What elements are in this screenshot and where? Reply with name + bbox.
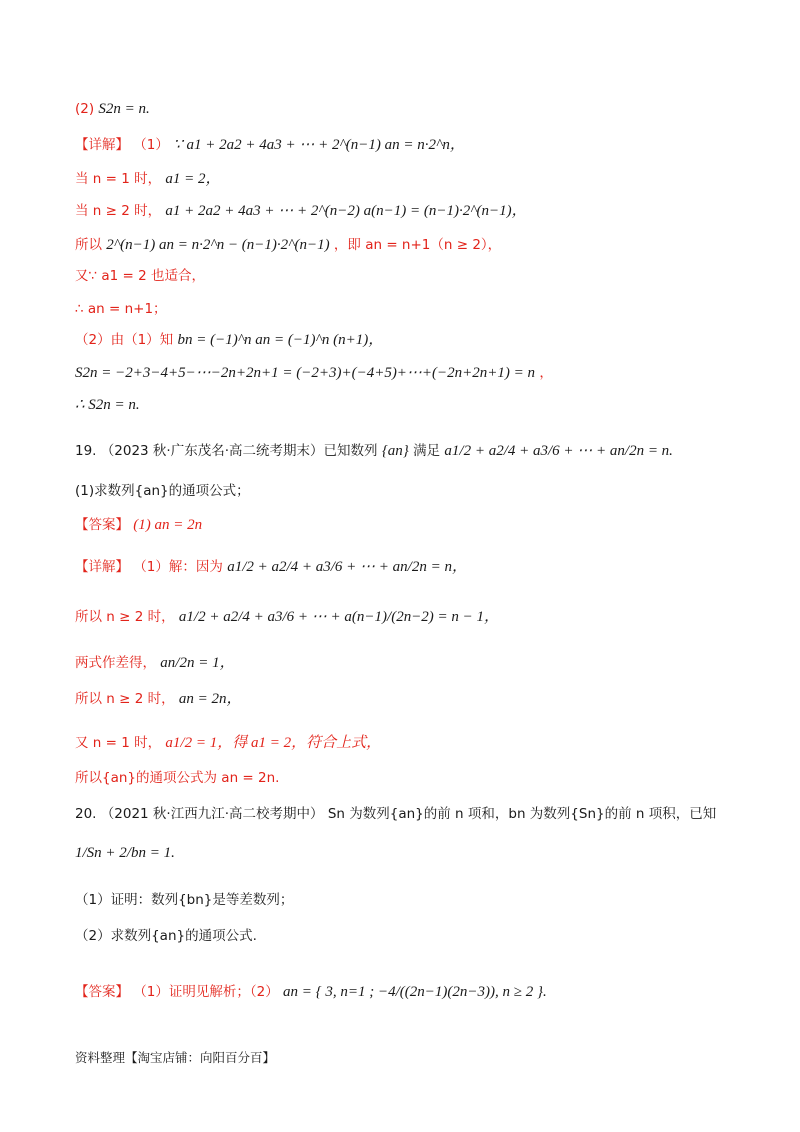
q19-answer-line (75, 518, 202, 533)
q20-stem-text: Sn 为数列{an}的前 n 项和，bn 为数列{Sn}的前 n 项积，已知 (327, 806, 717, 822)
q19-d3-formula: an/2n = 1， (160, 655, 235, 671)
q19-d5-formula: a1/2 = 1，得 a1 = 2，符合上式， (165, 735, 382, 751)
part2-formula: S2n = n. (98, 101, 150, 117)
q20-formula: 1/Sn + 2/bn = 1. (75, 845, 175, 861)
detail1-formula: ∵ a1 + 2a2 + 4a3 + ⋯ + 2^(n−1) an = n·2^n， (173, 137, 465, 153)
part2-line (75, 102, 150, 117)
q20-sub1: （1）证明：数列{bn}是等差数列； (75, 892, 294, 908)
line-so (75, 238, 501, 253)
q19-detail1 (75, 560, 467, 575)
q20-answer-formula: an = { 3, n=1 ; −4/((2n−1)(2n−3)), n ≥ 2 }. (283, 984, 547, 1000)
q19-d3-text: 两式作差得， (75, 655, 156, 671)
q19-answer: (1) an = 2n (133, 517, 203, 533)
detail-label: 【详解】 (75, 137, 129, 153)
line-p2-formula: bn = (−1)^n an = (−1)^n (n+1)， (177, 332, 384, 348)
q19-detail2 (75, 610, 499, 625)
q19-number: 19. (75, 443, 97, 459)
line-n1-text: 当 n = 1 时， (75, 171, 162, 187)
line-therefore: ∴ an = n+1； (75, 301, 167, 317)
line-p2-text: （2）由（1）知 (75, 332, 174, 348)
q19-source: （2023 秋·广东茂名·高二统考期末）已知数列 (100, 443, 378, 459)
footer: 资料整理【淘宝店铺：向阳百分百】 (75, 1050, 276, 1065)
part2-label: (2) (75, 101, 95, 117)
line-nge2-formula: a1 + 2a2 + 4a3 + ⋯ + 2^(n−2) a(n−1) = (n−1)·2^(n−1)， (165, 203, 527, 219)
line-sum (75, 366, 553, 381)
answer-label: 【答案】 (75, 517, 129, 533)
q19-detail4 (75, 692, 242, 707)
line-sum-formula: S2n = −2+3−4+5−⋯−2n+2n+1 = (−2+3)+(−4+5)+⋯+(−2n+2n+1) = n (75, 365, 536, 381)
line-so-text: 所以 (75, 237, 102, 253)
q20-answer-text: （1）证明见解析；（2） (133, 984, 279, 1000)
line-sum-final: ∴ S2n = n. (75, 397, 140, 413)
line-so-tail: ，即 an = n+1（n ≥ 2）， (333, 237, 502, 253)
q19-d4-formula: an = 2n， (178, 691, 242, 707)
line-nge2 (75, 204, 527, 219)
q19-detail5 (75, 736, 381, 751)
line-n1 (75, 172, 221, 187)
line-p2 (75, 333, 383, 348)
q19-detail6: 所以{an}的通项公式为 an = 2n. (75, 770, 280, 786)
q20-answer-line (75, 985, 547, 1000)
q19-d1-formula: a1/2 + a2/4 + a3/6 + ⋯ + an/2n = n， (227, 559, 467, 575)
q19-formula: a1/2 + a2/4 + a3/6 + ⋯ + an/2n = n. (444, 443, 673, 459)
line-nge2-text: 当 n ≥ 2 时， (75, 203, 162, 219)
q19-condition: 满足 (413, 443, 441, 459)
q19-stem (75, 444, 673, 459)
q19-seq: {an} (381, 443, 409, 459)
q19-d1-text: （1）解：因为 (133, 559, 223, 575)
line-also: 又∵ a1 = 2 也适合， (75, 268, 206, 284)
q19-d2-text: 所以 n ≥ 2 时， (75, 609, 175, 625)
detail1-prefix: （1） (133, 137, 169, 153)
q19-d4-text: 所以 n ≥ 2 时， (75, 691, 175, 707)
q19-detail-label: 【详解】 (75, 559, 129, 575)
q20-number: 20. (75, 806, 97, 822)
line-so-formula: 2^(n−1) an = n·2^n − (n−1)·2^(n−1) (106, 237, 330, 253)
q19-sub1: (1)求数列{an}的通项公式； (75, 483, 250, 499)
detail1-line (75, 138, 465, 153)
q20-answer-label: 【答案】 (75, 984, 129, 1000)
q20-stem (75, 808, 716, 822)
q19-d5-text: 又 n = 1 时， (75, 735, 162, 751)
q20-source: （2021 秋·江西九江·高二校考期中） (100, 806, 324, 822)
q19-d2-formula: a1/2 + a2/4 + a3/6 + ⋯ + a(n−1)/(2n−2) = n − 1， (178, 609, 500, 625)
line-n1-formula: a1 = 2， (165, 171, 221, 187)
q19-detail3 (75, 656, 235, 671)
line-sum-tail: ， (539, 365, 553, 381)
q20-sub2: （2）求数列{an}的通项公式. (75, 928, 257, 944)
